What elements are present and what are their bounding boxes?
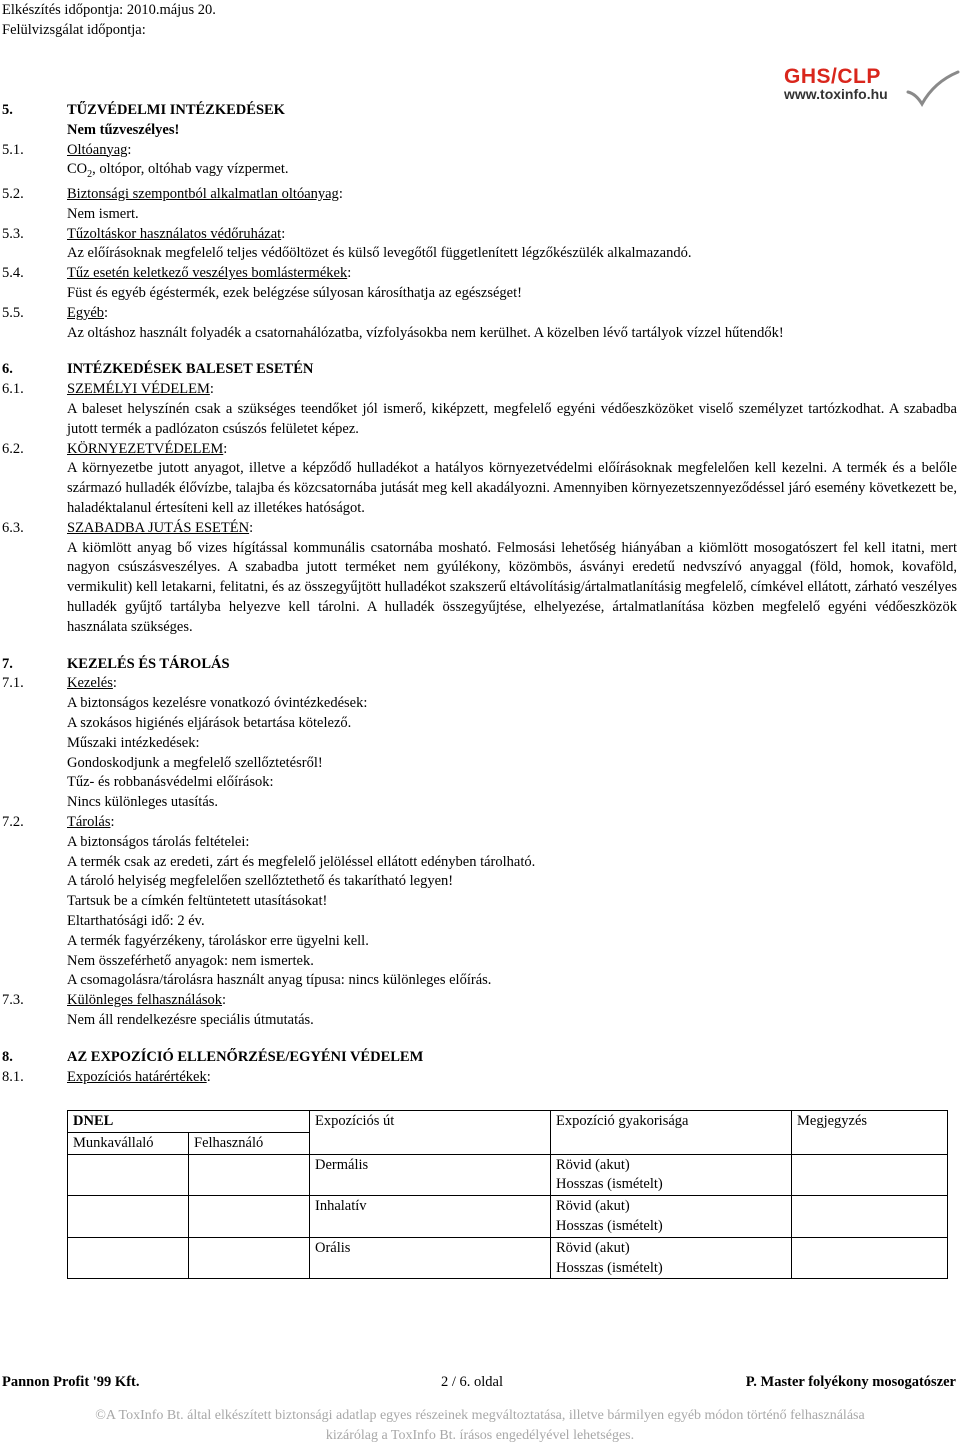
item-8-1: 8.1. Expozíciós határértékek:	[2, 1068, 211, 1085]
dnel-table	[67, 1110, 948, 1279]
item-6-2: 6.2. KÖRNYEZETVÉDELEM:	[2, 440, 228, 457]
item-5-3-text: Az előírásoknak megfelelő teljes védőöltözet és külső levegőtől függetlenített légzőkészülék alkalmazandó.	[67, 245, 692, 262]
sds-content	[0, 101, 960, 1087]
storage-line: A termék csak az eredeti, zárt és megfelelő jelöléssel ellátott edényben tárolható.	[67, 853, 536, 870]
created-date: Elkészítés időpontja: 2010.május 20.	[2, 2, 216, 18]
item-5-4: 5.4. Tűz esetén keletkező veszélyes bomlástermékek:	[2, 265, 352, 282]
handling-line: A szokásos higiénés eljárások betartása kötelező.	[67, 715, 352, 731]
section-8-heading: 8. AZ EXPOZÍCIÓ ELLENŐRZÉSE/EGYÉNI VÉDELEM	[2, 1048, 424, 1065]
storage-line: A biztonságos tárolás feltételei:	[67, 833, 250, 850]
company-name: Pannon Profit '99 Kft.	[2, 1374, 140, 1390]
item-5-1: 5.1. Oltóanyag:	[2, 141, 132, 158]
handling-line: Nincs különleges utasítás.	[67, 794, 219, 811]
item-7-2: 7.2. Tárolás:	[2, 813, 115, 830]
handling-line: A biztonságos kezelésre vonatkozó óvintézkedések:	[67, 695, 368, 712]
document-header	[2, 0, 216, 40]
item-5-1-text: $CO_2$, oltópor, oltóhab vagy vízpermet.	[67, 161, 289, 181]
route-header: Expozíciós út	[310, 1111, 551, 1155]
table-row	[68, 1237, 948, 1279]
item-5-5-text: Az oltáshoz használt folyadék a csatornahálózatba, vízfolyásokba nem kerülhet. A közelben lévő tartályok vízzel hűtendők!	[67, 324, 784, 341]
frequency-cell: Rövid (akut) Hosszas (ismételt)	[551, 1196, 792, 1238]
dnel-header: DNEL	[68, 1111, 310, 1133]
storage-line: Nem összeférhető anyagok: nem ismertek.	[67, 952, 314, 969]
item-7-3: 7.3. Különleges felhasználások:	[2, 992, 227, 1009]
handling-line: Gondoskodjunk a megfelelő szellőztetésről!	[67, 754, 323, 771]
item-6-3-text: A kiömlött anyag bő vizes hígítással kommunális csatornába mosható. Felmosási lehetőség hiányában a kiömlött mosogatószert fel kell itatni, mert nagyon csúszásveszélyes. A szabadba jutott terméket nem gyúlékony, közömbös, ásványi eredetű nedvszívó anyaggal (föld, homok, kovaföld, vermikulit) kell letakarni, felitatni, és az összegyűjtött hulladékot szakszerű eltávolításig/ártalmatlanításig megfelelő, címkével ellátott, zárható veszélyes hulladék gyűjtő tartályba helyezve kell tárolni. A hulladék összegyűjtése, elhelyezése, ártalmatlanítása közben megfelelő egyéni védőeszközök használata szükséges.	[67, 539, 957, 635]
table-row	[68, 1154, 948, 1196]
item-6-1-text: A baleset helyszínén csak a szükséges teendőket jól ismerő, kiképzett, megfelelő egyéni védőeszközöket viselő személyzet tartózkodhat. A szabadba jutott termék a padlózaton csúszós felületet képez.	[67, 401, 957, 437]
frequency-header: Expozíció gyakorisága	[551, 1111, 792, 1155]
item-7-1: 7.1. Kezelés:	[2, 675, 117, 692]
storage-line: Tartsuk be a címkén feltüntetett utasításokat!	[67, 893, 328, 910]
item-5-2: 5.2. Biztonsági szempontból alkalmatlan oltóanyag:	[2, 186, 343, 203]
item-6-2-text: A környezetbe jutott anyagot, illetve a képződő hulladékot a hatályos környezetvédelmi előírásoknak megfelelően kell kezelni. A termék és a belőle származó hulladék élővízbe, talajba és közcsatornába jutását meg kell akadályozni. Amennyiben környezetszennyeződéssel járó esemény következett be, haladéktalanul értesíteni kell az illetékes hatóságot.	[67, 460, 957, 517]
table-row	[68, 1111, 948, 1133]
item-5-2-text: Nem ismert.	[67, 205, 139, 222]
section-6-heading: 6. INTÉZKEDÉSEK BALESET ESETÉN	[2, 361, 314, 378]
revision-date: Felülvizsgálat időpontja:	[2, 22, 146, 38]
item-5-3: 5.3. Tűzoltáskor használatos védőruházat:	[2, 225, 286, 242]
handling-line: Tűz- és robbanásvédelmi előírások:	[67, 774, 274, 791]
route-cell: Dermális	[310, 1154, 551, 1196]
table-row	[68, 1196, 948, 1238]
frequency-cell: Rövid (akut) Hosszas (ismételt)	[551, 1154, 792, 1196]
item-6-1: 6.1. SZEMÉLYI VÉDELEM:	[2, 381, 214, 398]
storage-line: Eltarthatósági idő: 2 év.	[67, 912, 205, 929]
product-name: P. Master folyékony mosogatószer	[745, 1374, 956, 1390]
section-5-subtitle: Nem tűzveszélyes!	[67, 121, 180, 138]
page-number: 2 / 6. oldal	[441, 1374, 504, 1390]
storage-line: A csomagolásra/tárolásra használt anyag típusa: nincs különleges előírás.	[67, 972, 492, 989]
storage-line: A termék fagyérzékeny, tároláskor erre ügyelni kell.	[67, 932, 369, 949]
item-6-3: 6.3. SZABADBA JUTÁS ESETÉN:	[2, 519, 254, 536]
ghs-clp-logo: GHS/CLP www.toxinfo.hu	[784, 66, 960, 106]
section-5-heading: 5. TŰZVÉDELMI INTÉZKEDÉSEK	[2, 102, 285, 118]
item-7-3-text: Nem áll rendelkezésre speciális útmutatás.	[67, 1011, 314, 1028]
frequency-cell: Rövid (akut) Hosszas (ismételt)	[551, 1237, 792, 1279]
item-5-5: 5.5. Egyéb:	[2, 304, 109, 321]
item-5-4-text: Füst és egyéb égéstermék, ezek belégzése súlyosan károsíthatja az egészséget!	[67, 285, 522, 302]
route-cell: Orális	[310, 1237, 551, 1279]
worker-header: Munkavállaló	[68, 1132, 189, 1154]
section-7-heading: 7. KEZELÉS ÉS TÁROLÁS	[2, 655, 230, 672]
copyright-notice: ©A ToxInfo Bt. által elkészített biztonsági adatlap egyes részeinek megváltoztatása, illetve bármilyen egyéb módon történő felhasználása kizárólag a ToxInfo Bt. írásos engedélyével lehetséges.	[95, 1408, 865, 1443]
handling-line: Műszaki intézkedések:	[67, 734, 200, 751]
user-header: Felhasználó	[189, 1132, 310, 1154]
storage-line: A tároló helyiség megfelelően szellőztethető és takarítható legyen!	[67, 873, 454, 890]
note-header: Megjegyzés	[792, 1111, 948, 1155]
route-cell: Inhalatív	[310, 1196, 551, 1238]
